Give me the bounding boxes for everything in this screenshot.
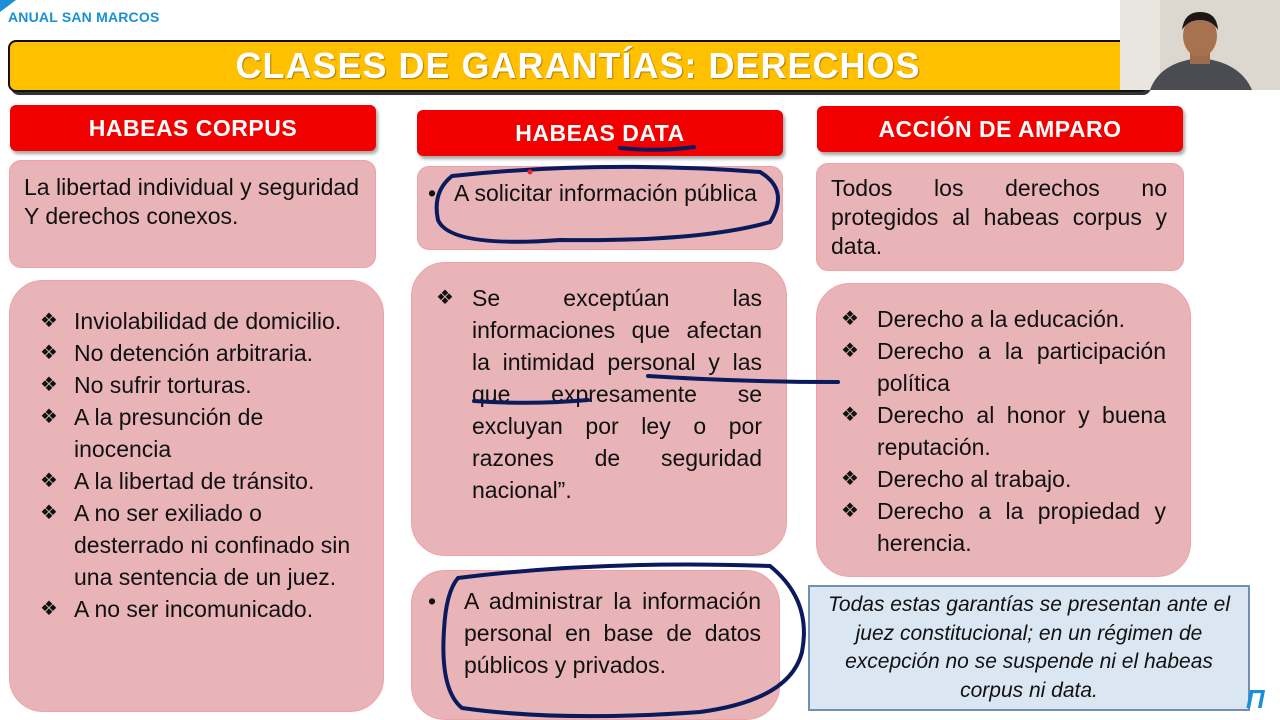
list-item: ❖ A no ser exiliado o desterrado ni confinado sin una sentencia de un juez. (40, 497, 365, 593)
list-item: ❖ Derecho a la educación. (841, 303, 1166, 335)
presenter-avatar-icon (1120, 0, 1280, 90)
habeas-data-right-2: • A administrar la información personal en base de datos públicos y privados. (428, 585, 761, 681)
amparo-summary: Todos los derechos no protegidos al habeas corpus y data. (831, 175, 1167, 259)
diamond-bullet-icon: ❖ (841, 404, 859, 426)
diamond-bullet-icon: ❖ (436, 287, 454, 309)
diamond-bullet-icon: ❖ (40, 310, 58, 332)
diamond-bullet-icon: ❖ (40, 342, 58, 364)
list-item: ❖ Derecho al trabajo. (841, 463, 1166, 495)
page-title: CLASES DE GARANTÍAS: DERECHOS (235, 45, 921, 86)
list-item: ❖ Derecho a la participación política (841, 335, 1166, 399)
habeas-data-right-1: • A solicitar información pública (428, 180, 757, 206)
list-item: ❖ A la libertad de tránsito. (40, 465, 365, 497)
header-habeas-data (417, 110, 783, 156)
dot-bullet-icon: • (428, 588, 437, 614)
header-habeas-data-prefix: HABEAS (515, 119, 623, 146)
amparo-rights-list (841, 303, 1166, 559)
webcam-video (1120, 0, 1280, 90)
habeas-data-exception: ❖ Se exceptúan las informaciones que afectan la intimidad personal y las que expresamente se excluyan por ley o por razones de seguridad nacional”. (436, 282, 762, 506)
diamond-bullet-icon: ❖ (40, 470, 58, 492)
diamond-bullet-icon: ❖ (841, 468, 859, 490)
amparo-rights-box (816, 283, 1191, 577)
note-text: Todas estas garantías se presentan ante el juez constitucional; en un régimen de excepción no se suspende ni el habeas corpus ni data. (828, 593, 1230, 702)
header-amparo-label: ACCIÓN DE AMPARO (878, 115, 1122, 142)
habeas-data-right-1-box (417, 166, 783, 250)
header-amparo (817, 106, 1183, 152)
list-item: ❖ Derecho al honor y buena reputación. (841, 399, 1166, 463)
list-item: ❖ A la presunción de inocencia (40, 401, 365, 465)
diamond-bullet-icon: ❖ (841, 500, 859, 522)
habeas-corpus-summary-line-2: Y derechos conexos. (24, 203, 239, 229)
brand-name: ANUAL SAN MARCOS (8, 9, 160, 25)
habeas-data-right-2-box (411, 570, 780, 720)
habeas-corpus-summary-line-1: La libertad individual y seguridad (24, 174, 359, 200)
diamond-bullet-icon: ❖ (40, 598, 58, 620)
habeas-corpus-summary-box (9, 160, 376, 268)
diamond-bullet-icon: ❖ (841, 308, 859, 330)
list-item: ❖ No sufrir torturas. (40, 369, 365, 401)
list-item: ❖ Inviolabilidad de domicilio. (40, 305, 365, 337)
diamond-bullet-icon: ❖ (40, 406, 58, 428)
list-item: ❖ A no ser incomunicado. (40, 593, 365, 625)
diamond-bullet-icon: ❖ (841, 340, 859, 362)
diamond-bullet-icon: ❖ (40, 374, 58, 396)
dot-bullet-icon: • (428, 180, 437, 206)
header-habeas-corpus-label: HABEAS CORPUS (88, 114, 298, 141)
header-habeas-data-emphasis: DATA (622, 119, 685, 146)
diamond-bullet-icon: ❖ (40, 502, 58, 524)
list-item: ❖ No detención arbitraria. (40, 337, 365, 369)
title-bar (8, 40, 1148, 92)
habeas-corpus-rights-list (40, 305, 365, 625)
list-item: ❖ Derecho a la propiedad y herencia. (841, 495, 1166, 559)
habeas-data-exception-box (411, 262, 787, 556)
habeas-corpus-rights-box (9, 280, 384, 712)
header-habeas-corpus (10, 105, 376, 151)
constitutional-judge-note (808, 585, 1250, 711)
amparo-summary-box (816, 163, 1184, 271)
corner-logo-icon: Π (1246, 684, 1265, 714)
